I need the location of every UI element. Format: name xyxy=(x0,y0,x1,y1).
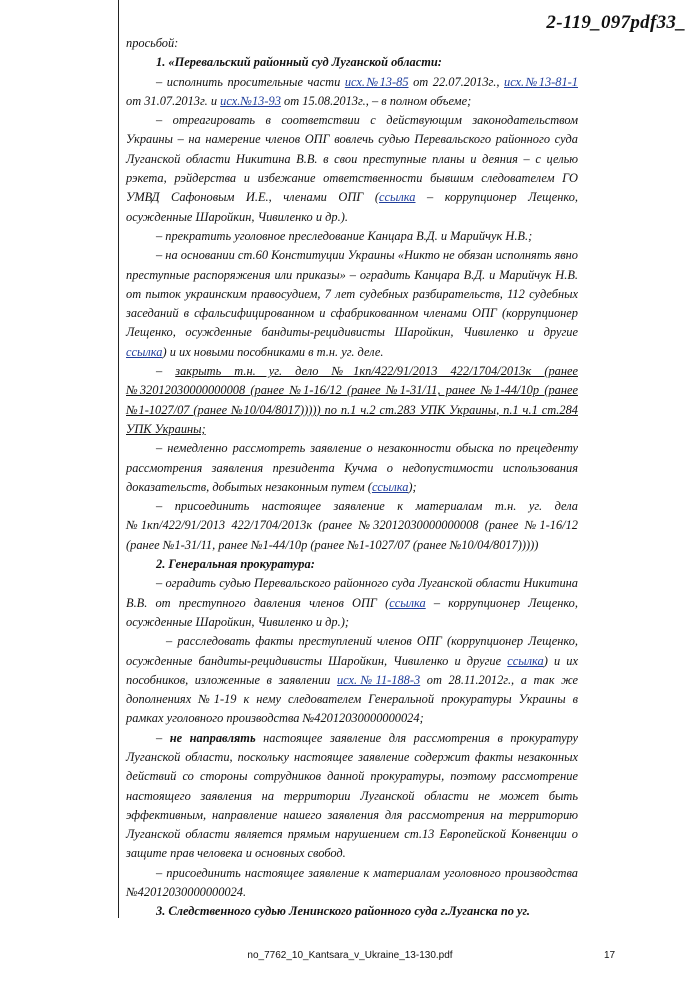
paragraph-text: – отреагировать в соответствии с действующим законодательством Украины – на намерение членов ОПГ вовлечь судью Перевальского районного суда Луганской области Никитина В.В. в свои преступные планы и деяния – с целью рэкета, рэйдерства и избежание ответственности бывшим следователем ГО УМВД Сафоновым И.Е., членами ОПГ ( xyxy=(126,113,578,205)
paragraph-text: просьбой: xyxy=(126,36,179,50)
paragraph-text: – расследовать факты преступлений членов ОПГ (коррупционер Лещенко, осужденные бандиты-рецидивисты Шаройкин, Чивиленко и другие xyxy=(126,634,578,668)
paragraph-text: 2. Генеральная прокуратура: xyxy=(156,557,315,572)
reference-link[interactable]: исх.№13-81-1 xyxy=(504,74,578,89)
paragraph-text: 1. «Перевальский районный суд Луганской области: xyxy=(156,55,442,70)
paragraph-text: от 28.11.2012г., а так же дополнениях №1-19 к нему следователем Генеральной прокуратуры Украины в рамках уголовного производства №42012030000000024; xyxy=(126,672,578,726)
paragraph xyxy=(126,53,578,72)
reference-link[interactable]: исх.№13-93 xyxy=(220,93,281,108)
left-margin-rule xyxy=(118,0,119,918)
paragraph-text: – xyxy=(156,364,176,379)
paragraph xyxy=(126,574,578,632)
reference-link[interactable]: ссылка xyxy=(126,344,163,359)
paragraph-text: – на основании ст.60 Конституции Украины «Никто не обязан исполнять явно преступные распоряжения или приказы» – оградить Канцара В.Д. и Марийчук Н.В. от пыток украинским правосудием, 7 лет судебных разбирательств, 112 судебных заседаний в сфальсифицированном и сфабрикованном членами ОПГ (коррупционер Лещенко, осужденные бандиты-рецидивисты Шаройкин, Чивиленко и другие xyxy=(126,248,578,340)
paragraph-text: от 22.07.2013г., xyxy=(408,74,504,89)
reference-link[interactable]: ссылка xyxy=(379,190,416,205)
reference-link[interactable]: ссылка xyxy=(371,479,409,494)
paragraph-text: – немедленно рассмотреть заявление о незаконности обыска по прецеденту рассмотрения заявления президента Кучма о недопустимости использования доказательств, добытых незаконным путем ( xyxy=(126,441,578,494)
reference-link[interactable]: ссылка xyxy=(507,653,544,668)
paragraph xyxy=(126,902,578,921)
paragraph xyxy=(126,362,578,439)
paragraph xyxy=(126,73,578,112)
paragraph xyxy=(126,439,578,497)
paragraph-text: ) и их новыми пособниками в т.н. уг. деле. xyxy=(162,344,384,359)
paragraph-text: от 31.07.2013г. и xyxy=(126,93,221,108)
document-body xyxy=(126,34,578,922)
paragraph-text: ) и их пособников, изложенные в заявлении xyxy=(126,653,578,687)
paragraph xyxy=(126,34,578,53)
paragraph-text: – присоединить настоящее заявление к материалам уголовного производства №42012030000000024. xyxy=(126,865,578,900)
paragraph xyxy=(126,497,578,555)
paragraph xyxy=(126,555,578,574)
paragraph-text: – xyxy=(156,730,170,745)
paragraph-text: не направлять xyxy=(169,730,256,745)
paragraph xyxy=(126,864,578,903)
paragraph-text: закрыть т.н. уг. дело №1кп/422/91/2013 422/1704/2013к (ранее №32012030000000008 (ранее №1-16/12 (ранее №1-31/11, ранее №1-44/10р (ранее №1-1027/07 (ранее №10/04/8017))))) по п.1 ч.2 ст.283 УПК Украины, п.1 ч.1 ст.284 УПК Украины; xyxy=(126,364,578,436)
reference-link[interactable]: ссылка xyxy=(389,595,426,610)
footer-filename: no_7762_10_Kantsara_v_Ukraine_13-130.pdf xyxy=(247,950,453,961)
paragraph-text: 3. Следственного судью Ленинского районного суда г.Луганска по уг. xyxy=(156,904,531,919)
paragraph-text: от 15.08.2013г., – в полном объеме; xyxy=(280,93,472,108)
document-code: 2-119_097pdf33_ xyxy=(546,12,686,33)
paragraph-text: – коррупционер Лещенко, осужденные Шаройкин, Чивиленко и др.). xyxy=(126,190,578,224)
paragraph-text: настоящее заявление для рассмотрения в прокуратуру Луганской области, поскольку настоящее заявление содержит факты незаконных действий со стороны сотрудников данной прокуратуры, поэтому рассмотрение настоящего заявления на территории Луганской области не может быть эффективным, направление нашего заявления для рассмотрения на территорию Луганской области является прямым нарушением ст.13 Европейской Конвенции о защите прав человека и основных свобод. xyxy=(126,730,578,861)
paragraph xyxy=(126,729,578,864)
reference-link[interactable]: исх.№11-188-3 xyxy=(336,672,421,687)
footer-page-number: 17 xyxy=(604,950,616,961)
paragraph xyxy=(126,227,578,246)
paragraph xyxy=(126,246,578,362)
paragraph-text: ); xyxy=(408,479,417,494)
paragraph-text: – прекратить уголовное преследование Канцара В.Д. и Марийчук Н.В.; xyxy=(156,228,533,243)
paragraph-text: – исполнить просительные части xyxy=(156,74,345,89)
paragraph xyxy=(126,632,578,728)
paragraph-text: – присоединить настоящее заявление к материалам т.н. уг. дела №1кп/422/91/2013 422/1704/2013к (ранее №32012030000000008 (ранее №1-16/12 (ранее №1-31/11, ранее №1-44/10р (ранее №1-1027/07 (ранее №10/04/8017))))) xyxy=(126,499,578,552)
paragraph xyxy=(126,111,578,227)
paragraph-text: – коррупционер Лещенко, осужденные Шаройкин, Чивиленко и др.); xyxy=(126,595,578,629)
paragraph-text: – оградить судью Перевальского районного суда Луганской области Никитина В.В. от преступного давления членов ОПГ ( xyxy=(126,576,578,610)
reference-link[interactable]: исх.№13-85 xyxy=(344,74,409,89)
